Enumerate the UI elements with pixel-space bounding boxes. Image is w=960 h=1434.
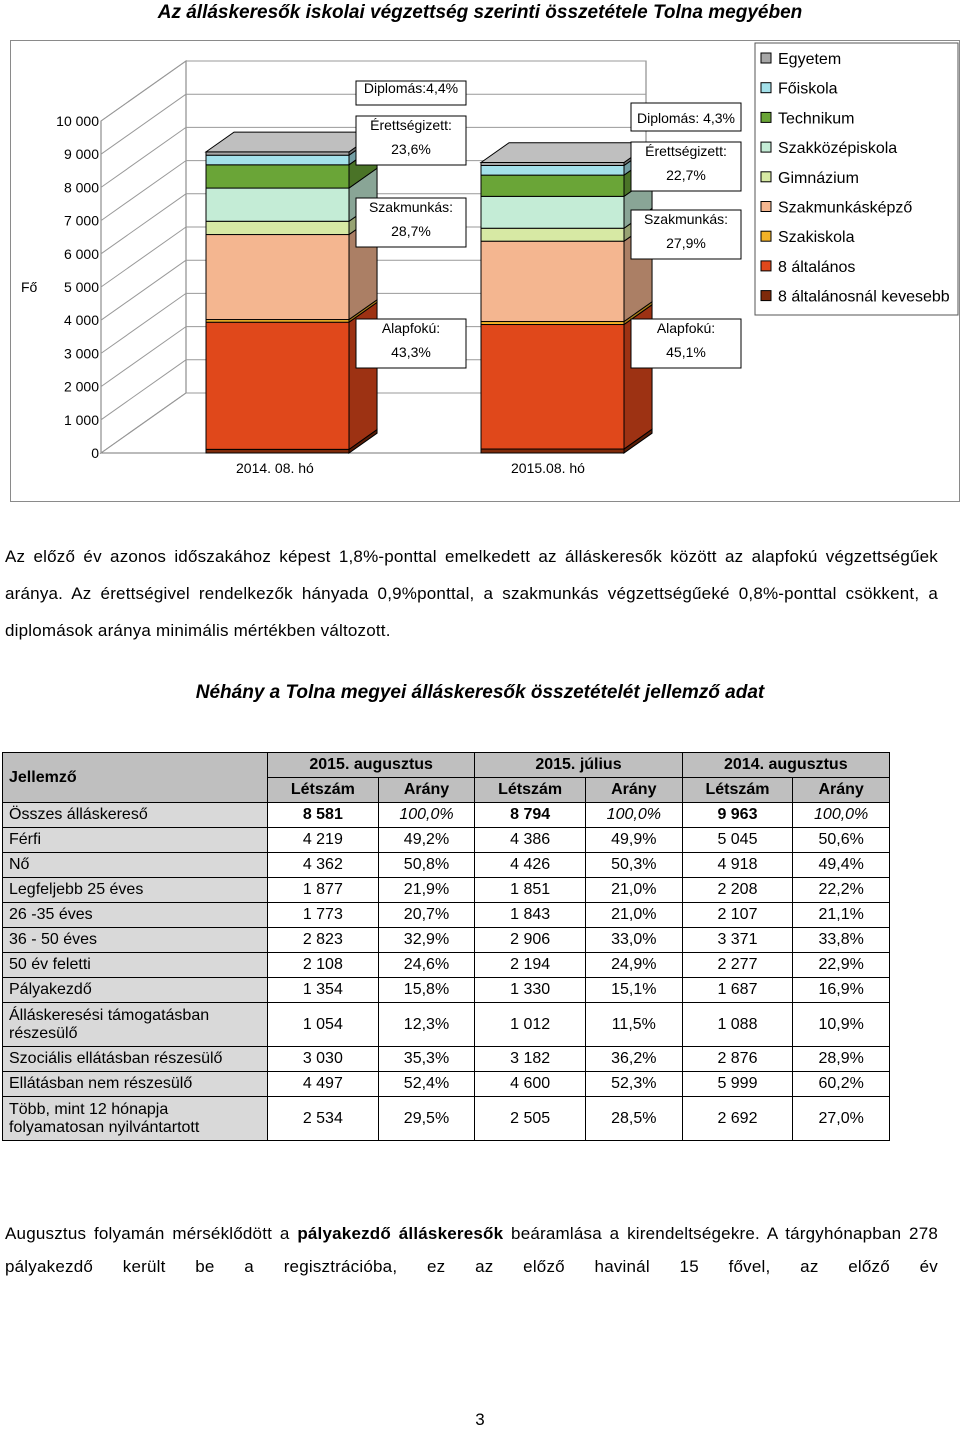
cell-letszam: 4 386	[475, 828, 586, 853]
cell-arany: 21,0%	[585, 903, 682, 928]
table-row	[3, 953, 890, 978]
cell-letszam: 2 505	[475, 1097, 586, 1141]
legend-label: Szakközépiskola	[778, 140, 898, 158]
header-period: 2014. augusztus	[682, 753, 889, 778]
legend-label: Szakmunkásképző	[778, 199, 913, 217]
row-label: Több, mint 12 hónapja folyamatosan nyilvántartott	[3, 1097, 268, 1141]
header-arany: Arány	[793, 778, 890, 803]
stacked-bar-chart	[11, 41, 959, 501]
bar-segment	[206, 165, 349, 188]
row-label: 26 -35 éves	[3, 903, 268, 928]
annotation-label: Szakmunkás:	[643, 211, 729, 227]
bar-segment	[481, 175, 624, 196]
header-letszam: Létszám	[268, 778, 379, 803]
chart-title: Az álláskeresők iskolai végzettség szerinti összetétele Tolna megyében	[157, 2, 803, 23]
cell-letszam: 2 108	[268, 953, 379, 978]
y-tick-label: 7 000	[63, 212, 99, 229]
bar-segment	[206, 155, 349, 165]
row-label: Férfi	[3, 828, 268, 853]
page-number: 3	[475, 1410, 485, 1429]
cell-letszam: 8 581	[268, 803, 379, 828]
cell-arany: 24,6%	[378, 953, 475, 978]
y-tick-label: 0	[91, 445, 99, 461]
cell-letszam: 2 906	[475, 928, 586, 953]
cell-arany: 21,0%	[585, 878, 682, 903]
table-title: Néhány a Tolna megyei álláskeresők összetételét jellemző adat	[195, 682, 765, 703]
bar-segment	[481, 449, 624, 453]
cell-letszam: 3 371	[682, 928, 793, 953]
cell-letszam: 2 876	[682, 1047, 793, 1072]
bar-segment	[481, 196, 624, 228]
y-tick-label: 1 000	[63, 411, 99, 428]
cell-arany: 29,5%	[378, 1097, 475, 1141]
category-label: 2014. 08. hó	[236, 460, 314, 476]
cell-arany: 33,8%	[793, 928, 890, 953]
cell-letszam: 4 918	[682, 853, 793, 878]
cell-arany: 21,9%	[378, 878, 475, 903]
cell-arany: 49,2%	[378, 828, 475, 853]
legend-swatch	[761, 112, 771, 122]
annotation-label: 23,6%	[391, 141, 431, 157]
y-tick-label: 6 000	[63, 245, 99, 262]
cell-arany: 15,1%	[585, 978, 682, 1003]
y-axis-label: Fő	[21, 279, 38, 295]
chart-commentary: Az előző év azonos időszakához képest 1,8%-ponttal emelkedett az álláskeresők között az alapfokú végzettségűek aránya. Az érettségivel rendelkezők hányada 0,9%ponttal, a szakmunkás végzettségűeké 0,8%-ponttal csökkent, a diplomások aránya minimális mértékben változott.	[5, 547, 938, 640]
table-row	[3, 1072, 890, 1097]
cell-arany: 100,0%	[585, 803, 682, 828]
cell-letszam: 1 687	[682, 978, 793, 1003]
cell-arany: 28,5%	[585, 1097, 682, 1141]
cell-arany: 15,8%	[378, 978, 475, 1003]
y-tick-label: 3 000	[63, 345, 99, 362]
cell-letszam: 2 107	[682, 903, 793, 928]
cell-letszam: 2 823	[268, 928, 379, 953]
cell-letszam: 2 194	[475, 953, 586, 978]
annotation-label: Diplomás: 4,3%	[636, 110, 736, 126]
cell-letszam: 1 330	[475, 978, 586, 1003]
y-tick-label: 5 000	[63, 279, 99, 295]
table-row	[3, 1003, 890, 1047]
legend-swatch	[761, 53, 771, 63]
annotation-label: Diplomás:4,4%	[363, 80, 459, 96]
annotation-label: 43,3%	[391, 344, 431, 360]
cell-letszam: 4 219	[268, 828, 379, 853]
annotation-label: 27,9%	[666, 235, 706, 251]
row-label: Összes álláskereső	[3, 803, 268, 828]
cell-arany: 49,4%	[793, 853, 890, 878]
annotation-label: Érettségizett:	[645, 143, 727, 159]
legend-swatch	[761, 202, 771, 212]
cell-letszam: 2 692	[682, 1097, 793, 1141]
cell-arany: 20,7%	[378, 903, 475, 928]
y-tick-label: 4 000	[63, 312, 99, 329]
legend-swatch	[761, 142, 771, 152]
body-paragraph	[5, 1217, 938, 1283]
cell-letszam: 2 208	[682, 878, 793, 903]
legend-label: 8 általánosnál kevesebb	[778, 288, 950, 306]
cell-letszam: 1 773	[268, 903, 379, 928]
header-jellemzo: Jellemző	[3, 753, 268, 803]
cell-arany: 60,2%	[793, 1072, 890, 1097]
row-label: 50 év feletti	[3, 953, 268, 978]
annotation-label: Alapfokú:	[656, 320, 716, 336]
bar-segment	[481, 228, 624, 241]
cell-arany: 22,9%	[793, 953, 890, 978]
row-label: Nő	[3, 853, 268, 878]
legend-label: Egyetem	[778, 51, 842, 68]
bar-segment	[206, 221, 349, 234]
cell-arany: 12,3%	[378, 1003, 475, 1047]
table-row	[3, 853, 890, 878]
cell-arany: 33,0%	[585, 928, 682, 953]
y-tick-label: 10 000	[56, 113, 99, 129]
table-row	[3, 803, 890, 828]
cell-letszam: 1 354	[268, 978, 379, 1003]
cell-letszam: 4 426	[475, 853, 586, 878]
table-row	[3, 828, 890, 853]
statistics-table	[2, 752, 890, 1141]
cell-letszam: 1 877	[268, 878, 379, 903]
table-row	[3, 978, 890, 1003]
bar-top	[206, 132, 377, 152]
bar-segment	[206, 449, 349, 453]
cell-letszam: 9 963	[682, 803, 793, 828]
bar-segment	[206, 235, 349, 320]
legend-label: Gimnázium	[778, 169, 859, 187]
header-period: 2015. augusztus	[268, 753, 475, 778]
header-arany: Arány	[378, 778, 475, 803]
cell-arany: 10,9%	[793, 1003, 890, 1047]
y-tick-label: 8 000	[63, 179, 99, 196]
cell-arany: 50,6%	[793, 828, 890, 853]
row-label: Szociális ellátásban részesülő	[3, 1047, 268, 1072]
cell-arany: 24,9%	[585, 953, 682, 978]
cell-arany: 36,2%	[585, 1047, 682, 1072]
legend-swatch	[761, 172, 771, 182]
cell-arany: 35,3%	[378, 1047, 475, 1072]
cell-letszam: 1 843	[475, 903, 586, 928]
bar-segment	[206, 322, 349, 449]
legend-swatch	[761, 231, 771, 241]
cell-arany: 49,9%	[585, 828, 682, 853]
cell-arany: 28,9%	[793, 1047, 890, 1072]
bar-segment	[481, 325, 624, 450]
paragraph-text: Augusztus folyamán mérséklődött a	[5, 1224, 298, 1243]
legend-label: Szakiskola	[778, 229, 855, 247]
table-row	[3, 878, 890, 903]
cell-arany: 100,0%	[793, 803, 890, 828]
legend-label: Technikum	[778, 110, 855, 128]
bar-segment	[481, 165, 624, 175]
cell-letszam: 1 054	[268, 1003, 379, 1047]
row-label: Pályakezdő	[3, 978, 268, 1003]
header-letszam: Létszám	[475, 778, 586, 803]
header-arany: Arány	[585, 778, 682, 803]
header-period: 2015. július	[475, 753, 682, 778]
chart-frame	[10, 40, 960, 502]
cell-letszam: 4 497	[268, 1072, 379, 1097]
bar-segment	[481, 241, 624, 321]
cell-letszam: 3 030	[268, 1047, 379, 1072]
cell-arany: 52,4%	[378, 1072, 475, 1097]
legend-label: 8 általános	[778, 258, 856, 276]
annotation-label: 22,7%	[666, 167, 706, 183]
cell-letszam: 4 362	[268, 853, 379, 878]
cell-letszam: 3 182	[475, 1047, 586, 1072]
bar-top	[481, 143, 652, 163]
cell-letszam: 5 999	[682, 1072, 793, 1097]
bar-segment	[206, 188, 349, 221]
row-label: Álláskeresési támogatásban részesülő	[3, 1003, 268, 1047]
annotation-label: Szakmunkás:	[368, 199, 454, 215]
cell-letszam: 1 851	[475, 878, 586, 903]
y-tick-label: 2 000	[63, 378, 99, 395]
paragraph-text: beáramlása a kirendeltségekre. A tárgyhónapban 278 pályakezdő került be a regisztrációba, ez az előző havinál 15 fővel, az előző év	[5, 1224, 939, 1276]
cell-arany: 50,8%	[378, 853, 475, 878]
table-row	[3, 928, 890, 953]
annotation-label: 28,7%	[391, 223, 431, 239]
cell-arany: 21,1%	[793, 903, 890, 928]
row-label: Legfeljebb 25 éves	[3, 878, 268, 903]
cell-arany: 22,2%	[793, 878, 890, 903]
table-header-row-periods	[3, 753, 890, 778]
cell-letszam: 8 794	[475, 803, 586, 828]
header-letszam: Létszám	[682, 778, 793, 803]
row-label: 36 - 50 éves	[3, 928, 268, 953]
cell-letszam: 4 600	[475, 1072, 586, 1097]
legend-swatch	[761, 83, 771, 93]
cell-arany: 16,9%	[793, 978, 890, 1003]
paragraph-bold-text: pályakezdő álláskeresők	[297, 1224, 504, 1243]
cell-letszam: 2 277	[682, 953, 793, 978]
table-row	[3, 1097, 890, 1141]
cell-letszam: 1 012	[475, 1003, 586, 1047]
table-row	[3, 1047, 890, 1072]
y-tick-label: 9 000	[63, 146, 99, 163]
cell-arany: 50,3%	[585, 853, 682, 878]
category-label: 2015.08. hó	[511, 460, 585, 476]
annotation-label: 45,1%	[666, 344, 706, 360]
cell-letszam: 5 045	[682, 828, 793, 853]
cell-letszam: 2 534	[268, 1097, 379, 1141]
cell-arany: 11,5%	[585, 1003, 682, 1047]
cell-arany: 27,0%	[793, 1097, 890, 1141]
legend-swatch	[761, 291, 771, 301]
annotation-label: Alapfokú:	[381, 320, 441, 336]
annotation-label: Érettségizett:	[370, 117, 452, 133]
cell-arany: 100,0%	[378, 803, 475, 828]
table-row	[3, 903, 890, 928]
cell-arany: 32,9%	[378, 928, 475, 953]
legend-label: Főiskola	[778, 80, 838, 98]
row-label: Ellátásban nem részesülő	[3, 1072, 268, 1097]
cell-arany: 52,3%	[585, 1072, 682, 1097]
legend-swatch	[761, 261, 771, 271]
cell-letszam: 1 088	[682, 1003, 793, 1047]
